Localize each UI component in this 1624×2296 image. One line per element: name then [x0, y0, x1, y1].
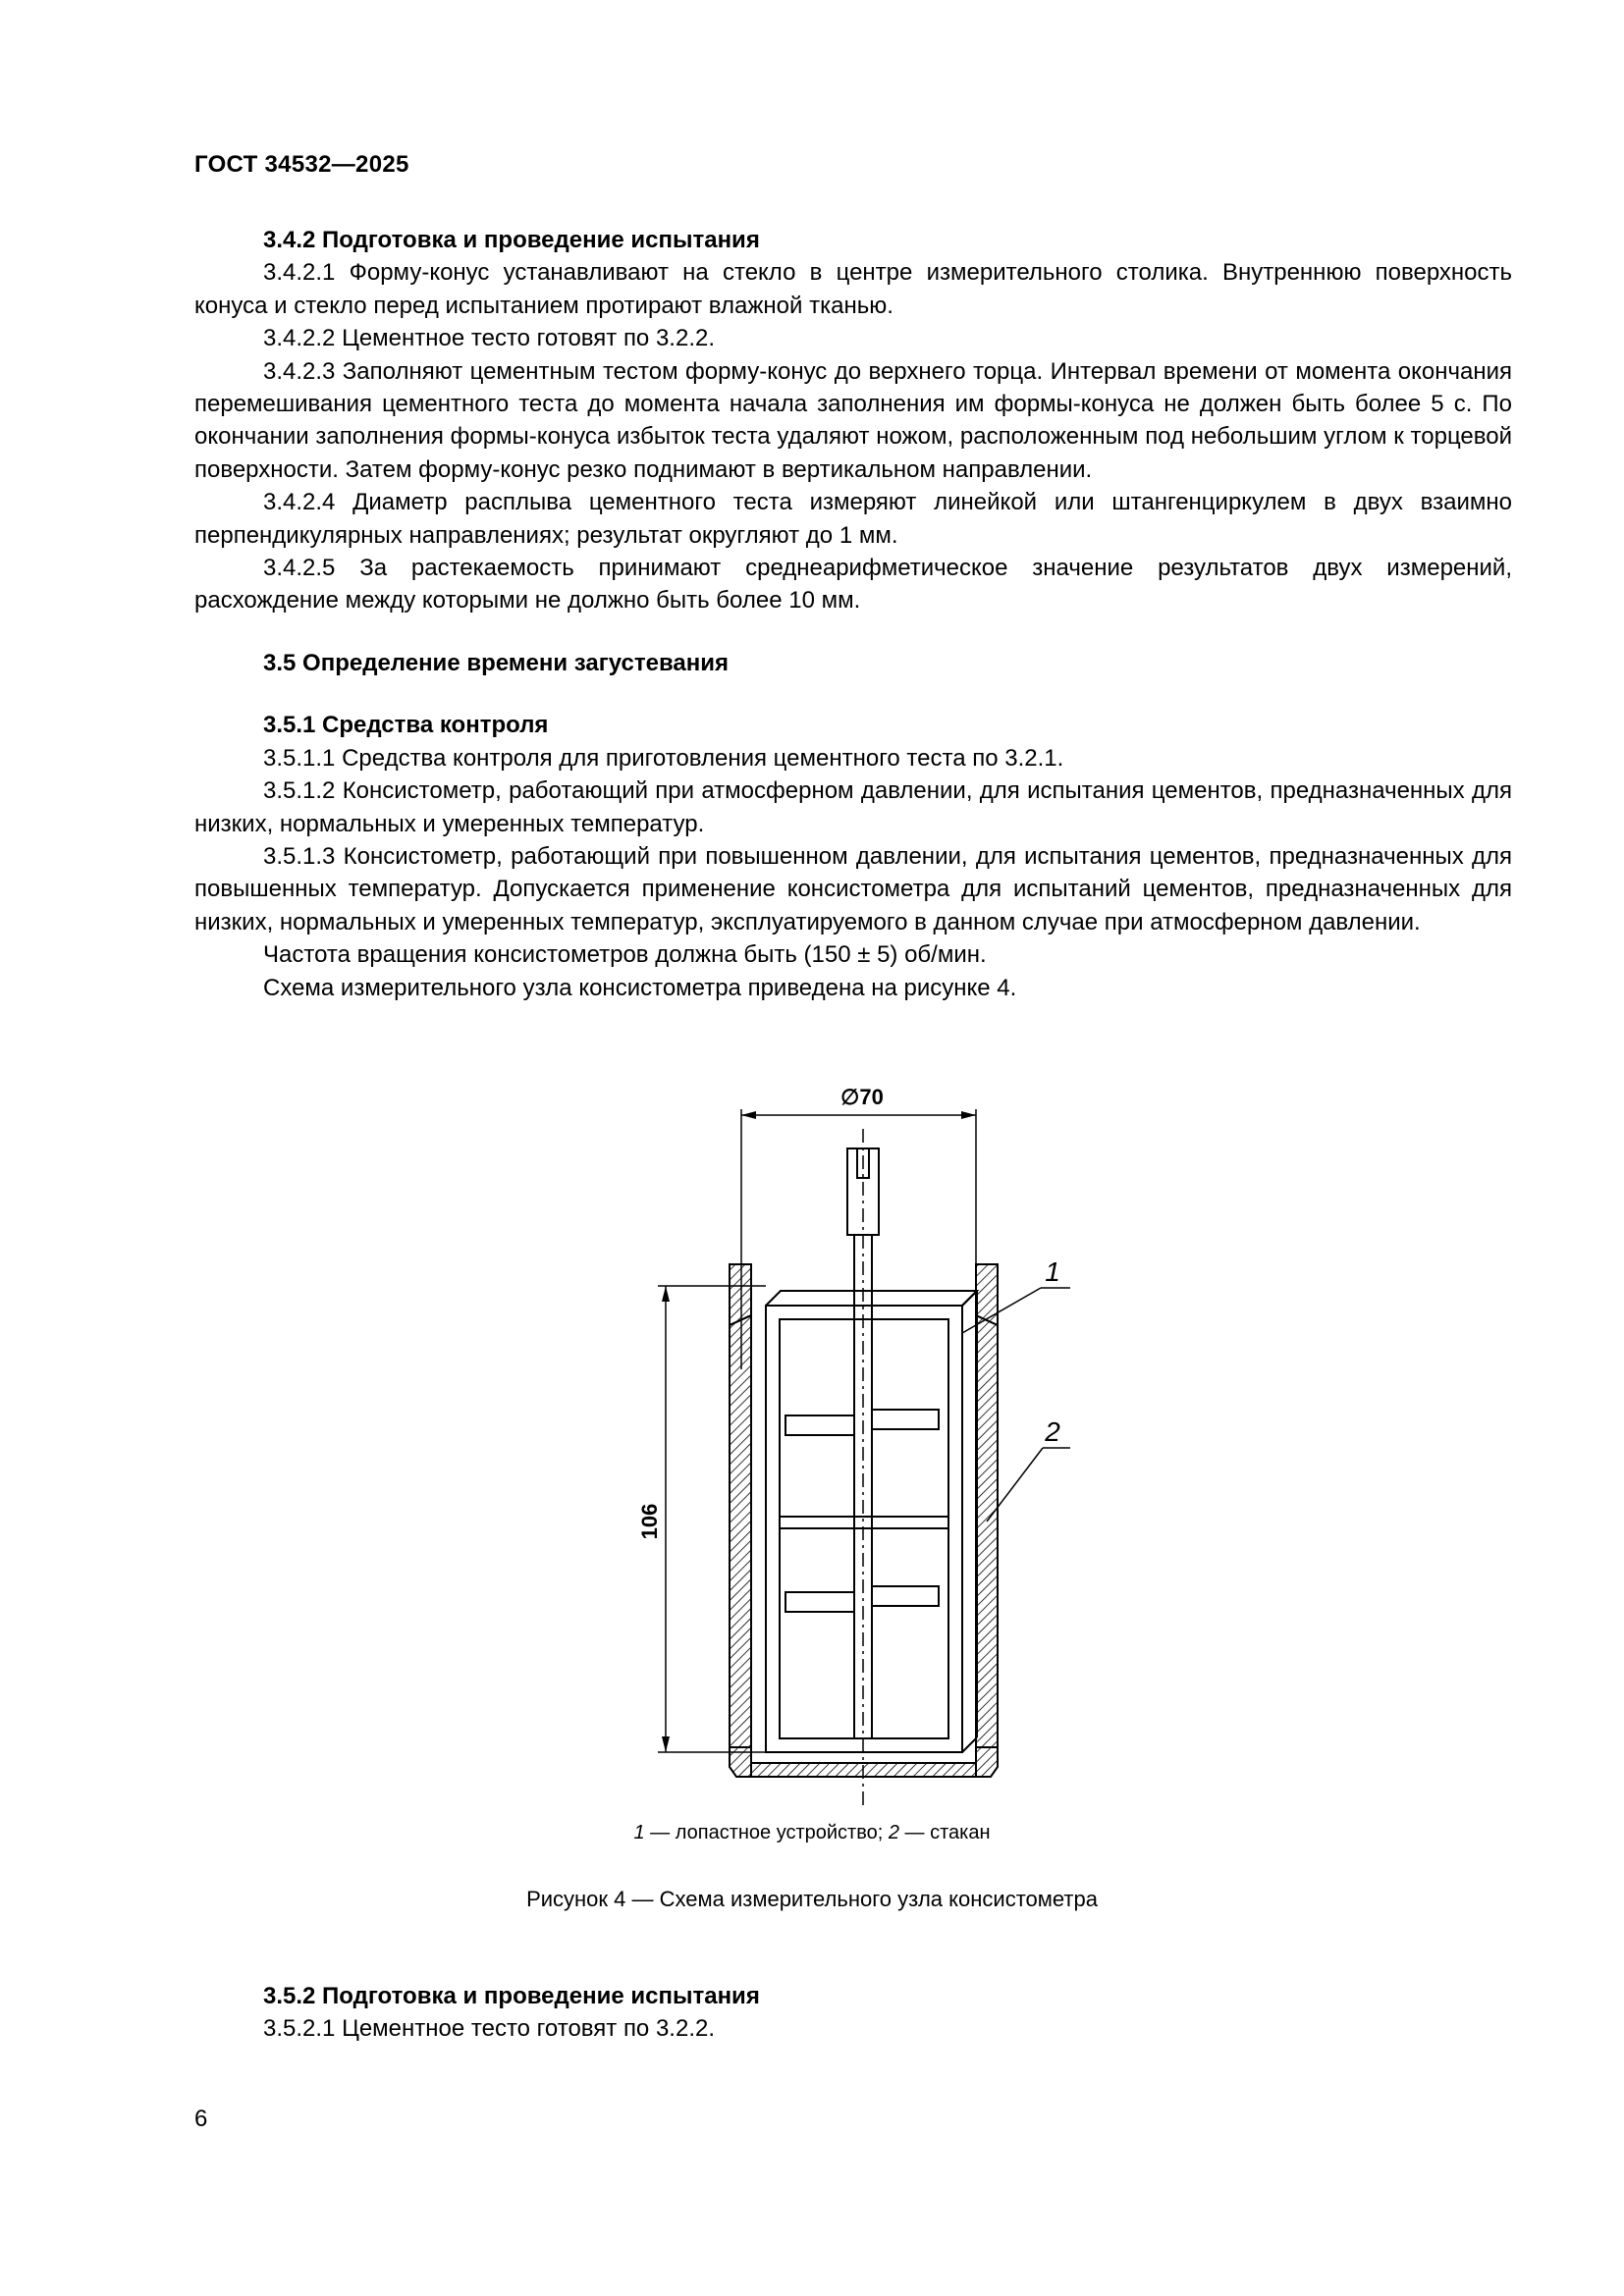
legend-text: — лопастное устройство; [644, 1822, 889, 1843]
legend-number: 1 [633, 1822, 645, 1843]
paragraph: 3.5.2.1 Цементное тесто готовят по 3.2.2. [263, 2015, 715, 2043]
body-text [194, 224, 1512, 1004]
section-heading: 3.4.2 Подготовка и проведение испытания [263, 227, 760, 253]
section-heading: 3.5.1 Средства контроля [263, 712, 549, 739]
legend-number: 2 [888, 1822, 899, 1843]
callout-1-label: 1 [1045, 1256, 1060, 1287]
paragraph: Схема измерительного узла консистометра приведена на рисунке 4. [263, 974, 1017, 1001]
consistometer-diagram [589, 1070, 1080, 1816]
callout-2-label: 2 [1045, 1416, 1060, 1447]
diameter-label: ∅70 [840, 1085, 884, 1109]
paddle [766, 1291, 977, 1752]
figure-legend [0, 1822, 1624, 1844]
body-text-tail [194, 1980, 1512, 2046]
figure-caption: Рисунок 4 — Схема измерительного узла консистометра [526, 1887, 1098, 1911]
legend-text: — стакан [898, 1822, 991, 1843]
paragraph: 3.4.2.2 Цементное тесто готовят по 3.2.2. [263, 325, 715, 352]
paragraph: 3.4.2.1 Форму-конус устанавливают на стекло в центре измерительного столика. Внутреннюю поверхность конуса и стекло перед испытанием протирают влажной тканью. [194, 259, 1512, 319]
paragraph: 3.4.2.3 Заполняют цементным тестом форму-конус до верхнего торца. Интервал времени от момента окончания перемешивания цементного теста до момента начала заполнения им формы-конуса не должен быть более 5 с. По окончании заполнения формы-конуса избыток теста удаляют ножом, расположенным под небольшим углом к торцевой поверхности. Затем форму-конус резко поднимают в вертикальном направлении. [194, 357, 1512, 483]
section-heading: 3.5.2 Подготовка и проведение испытания [263, 1983, 760, 2009]
shaft [847, 1129, 879, 1806]
paragraph: 3.5.1.1 Средства контроля для приготовления цементного теста по 3.2.1. [263, 744, 1064, 772]
callout-2 [987, 1416, 1070, 1522]
paragraph: 3.4.2.4 Диаметр расплыва цементного теста измеряют линейкой или штангенциркулем в двух взаимно перпендикулярных направлениях; результат округляют до 1 мм. [194, 489, 1512, 549]
section-heading: 3.5 Определение времени загустевания [263, 649, 729, 676]
paragraph: 3.4.2.5 За растекаемость принимают среднеарифметическое значение результатов двух измерений, расхождение между которыми не должно быть более 10 мм. [194, 555, 1512, 614]
paragraph: Частота вращения консистометров должна быть (150 ± 5) об/мин. [263, 941, 987, 969]
paragraph: 3.5.1.2 Консистометр, работающий при атмосферном давлении, для испытания цементов, предназначенных для низких, нормальных и умеренных температур. [194, 777, 1512, 837]
page-number: 6 [194, 2106, 208, 2132]
height-label: 106 [637, 1503, 662, 1540]
paragraph: 3.5.1.3 Консистометр, работающий при повышенном давлении, для испытания цементов, предназначенных для повышенных температур. Допускается применение консистометра для испытаний цементов, предназначенных для низких, нормальных и умеренных температур, эксплуатируемого в данном случае при атмосферном давлении. [194, 842, 1512, 935]
standard-header: ГОСТ 34532—2025 [194, 151, 409, 178]
